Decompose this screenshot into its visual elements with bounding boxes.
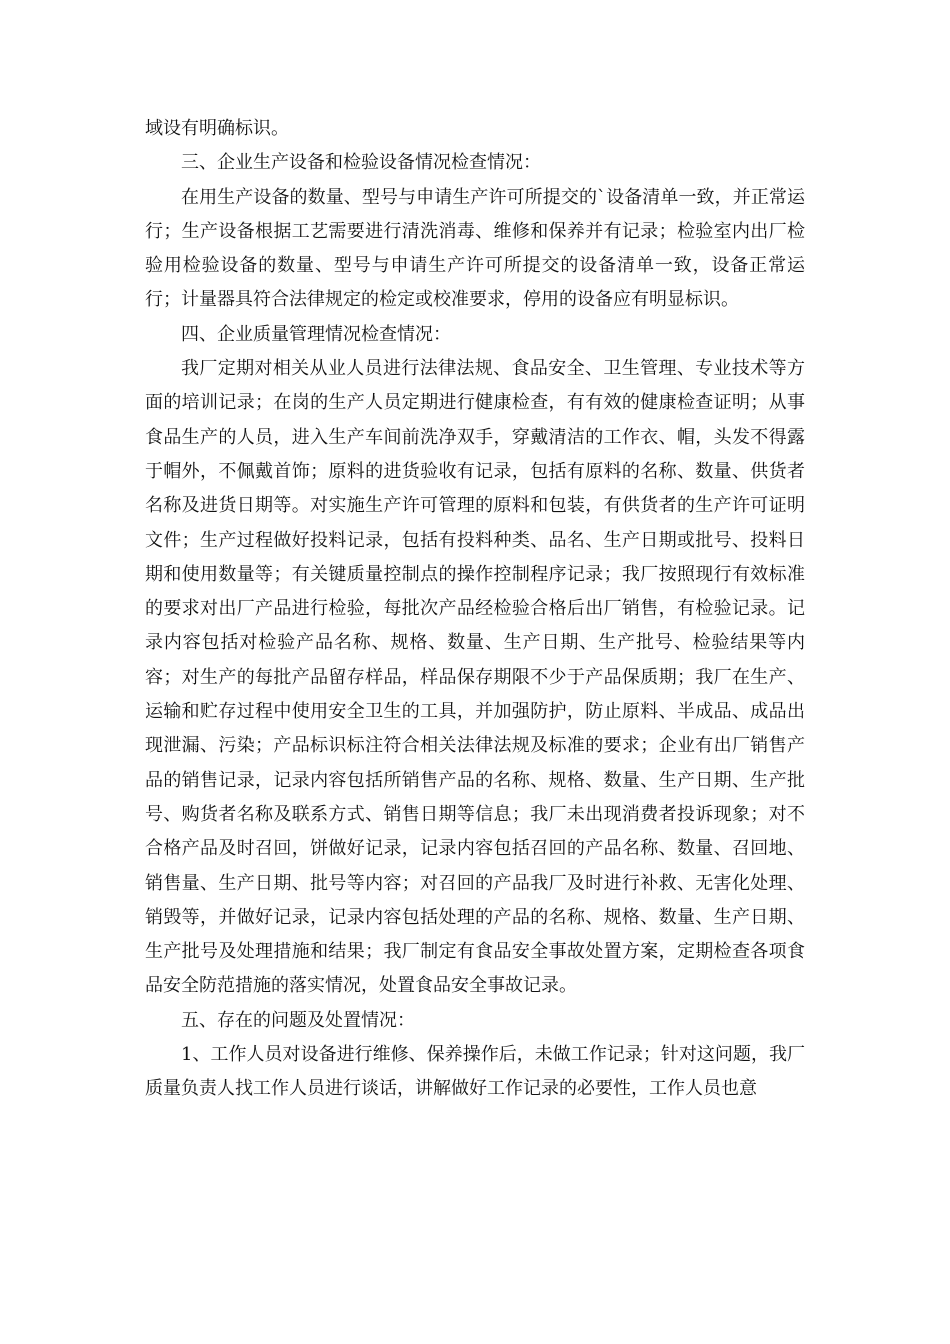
paragraph-continuation: 域设有明确标识。 <box>145 118 289 139</box>
section-heading-3: 三、企业生产设备和检验设备情况检查情况： <box>181 152 541 174</box>
paragraph-quality-management: 我厂定期对相关从业人员进行法律法规、食品安全、卫生管理、专业技术等方面的培训记录；在岗的生产人员定期进行健康检查，有有效的健康检查证明；从事食品生产的人员，进入生产车间前洗净双手，穿戴清洁的工作衣、帽，头发不得露于帽外，不佩戴首饰；原料的进货验收有记录，包括有原料的名称、数量、供货者名称及进货日期等。对实施生产许可管理的原料和包装，有供货者的生产许可证明文件；生产过程做好投料记录，包括有投料种类、品名、生产日期或批号、投料日期和使用数量等；有关键质量控制点的操作控制程序记录；我厂按照现行有效标准的要求对出厂产品进行检验，每批次产品经检验合格后出厂销售，有检验记录。记录内容包括对检验产品名称、规格、数量、生产日期、生产批号、检验结果等内容；对生产的每批产品留存样品，样品保存期限不少于产品保质期；我厂在生产、运输和贮存过程中使用安全卫生的工具，并加强防护，防止原料、半成品、成品出现泄漏、污染；产品标识标注符合相关法律法规及标准的要求；企业有出厂销售产品的销售记录，记录内容包括所销售产品的名称、规格、数量、生产日期、生产批号、购货者名称及联系方式、销售日期等信息；我厂未出现消费者投诉现象；对不合格产品及时召回，饼做好记录，记录内容包括召回的产品名称、数量、召回地、销售量、生产日期、批号等内容；对召回的产品我厂及时进行补救、无害化处理、销毁等，并做好记录，记录内容包括处理的产品的名称、规格、数量、生产日期、生产批号及处理措施和结果；我厂制定有食品安全事故处置方案，定期检查各项食品安全防范措施的落实情况，处置食品安全事故记录。 <box>145 358 805 997</box>
section-heading-5: 五、存在的问题及处置情况： <box>181 1009 415 1031</box>
section-heading-4: 四、企业质量管理情况检查情况： <box>181 323 451 345</box>
paragraph-equipment: 在用生产设备的数量、型号与申请生产许可所提交的`设备清单一致，并正常运行；生产设备根据工艺需要进行清洗消毒、维修和保养并有记录；检验室内出厂检验用检验设备的数量、型号与申请生产许可所提交的设备清单一致，设备正常运行；计量器具符合法律规定的检定或校准要求，停用的设备应有明显标识。 <box>145 186 805 311</box>
paragraph-issue-1: 1、工作人员对设备进行维修、保养操作后，未做工作记录；针对这问题，我厂质量负责人找工作人员进行谈话，讲解做好工作记录的必要性，工作人员也意 <box>145 1044 805 1100</box>
document-body <box>145 112 805 1107</box>
